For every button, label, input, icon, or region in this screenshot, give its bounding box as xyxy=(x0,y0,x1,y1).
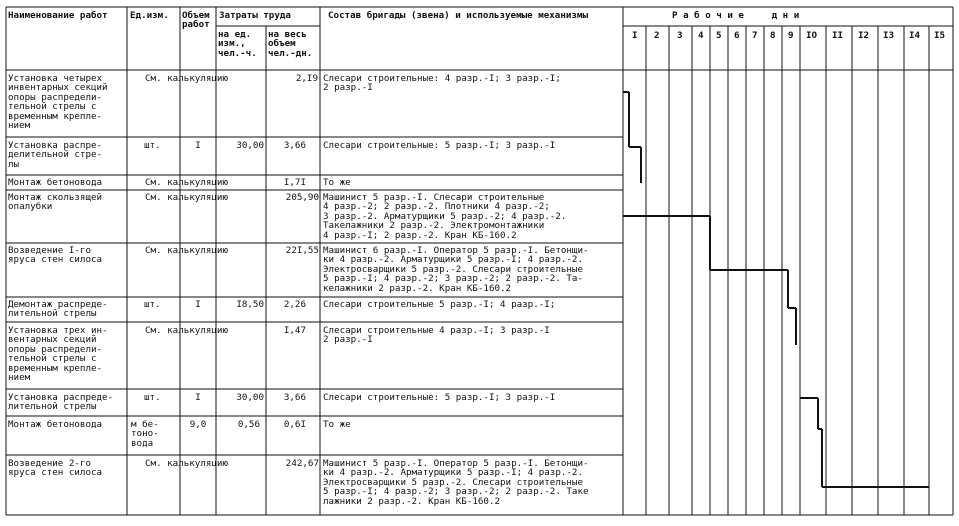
row-work-name: Монтаж бетоновода xyxy=(8,419,103,430)
row-work-name: Возведение 2-го яруса стен силоса xyxy=(8,458,103,479)
header-unit: Ед.изм. xyxy=(130,10,169,21)
row-per-volume: 3,66 xyxy=(283,140,306,151)
header-per-unit: на ед. изм., чел.-ч. xyxy=(218,29,257,59)
row-per-volume: 3,66 xyxy=(283,392,306,403)
row-unit: См. калькуляцию xyxy=(145,325,228,336)
row-crew: То же xyxy=(323,177,351,188)
row-per-volume: 0,6I xyxy=(283,419,306,430)
row-work-name: Монтаж скользящей опалубки xyxy=(8,192,103,213)
row-per-unit: 30,00 xyxy=(236,392,264,403)
row-unit: м бе- тоно- вода xyxy=(131,419,159,449)
row-per-volume: 242,67 xyxy=(285,458,319,469)
row-crew: Слесари строительные: 4 разр.-I; 3 разр.-I; 2 разр.-I xyxy=(323,73,561,94)
day-label: 8 xyxy=(770,30,776,41)
header-volume: Объем работ xyxy=(182,10,210,31)
row-unit: См. калькуляцию xyxy=(145,177,228,188)
day-label: 6 xyxy=(734,30,740,41)
day-label: 9 xyxy=(788,30,794,41)
row-per-volume: 205,90 xyxy=(285,192,319,203)
row-per-volume: I,47 xyxy=(283,325,306,336)
row-per-unit: 0,56 xyxy=(237,419,260,430)
day-label: I xyxy=(632,30,638,41)
row-per-volume: I,7I xyxy=(283,177,306,188)
day-label: IO xyxy=(806,30,818,41)
row-unit: См. калькуляцию xyxy=(145,458,228,469)
header-crew: Состав бригады (звена) и используемые механизмы xyxy=(328,10,588,21)
row-work-name: Установка трех ин- вентарных секций опоры распредели- тельной стрелы с временным крепле- нием xyxy=(8,325,108,384)
day-label: 7 xyxy=(752,30,758,41)
day-label: I3 xyxy=(883,30,895,41)
row-crew: Слесари строительные 5 разр.-I; 4 разр.-I; xyxy=(323,299,556,310)
row-crew: Слесари строительные: 5 разр.-I; 3 разр.-I xyxy=(323,140,556,151)
header-working-days: Р а б о ч и е д н и xyxy=(672,10,800,21)
row-crew: Слесари строительные: 5 разр.-I; 3 разр.-I xyxy=(323,392,556,403)
row-crew: То же xyxy=(323,419,351,430)
row-crew: Машинист 6 разр.-I. Оператор 5 разр.-I. Бетонщи- ки 4 разр.-2. Арматурщики 5 разр.-I; 4 разр.-2. Электросварщики 5 разр.-2. Слесари строительные 5 разр.-I; 4 разр.-2; 3 разр.-2; 2 разр.-2. Та- келажники 2 разр.-2. Кран КБ-160.2 xyxy=(323,245,589,294)
day-label: I2 xyxy=(858,30,870,41)
row-per-unit: I8,50 xyxy=(236,299,264,310)
row-per-volume: 2,I9 xyxy=(295,73,318,84)
row-crew: Машинист 5 разр.-I. Слесари строительные 4 разр.-2; 2 разр.-2. Плотники 4 разр.-2; 3 разр.-2. Арматурщики 5 разр.-2; 4 разр.-2. Такелажники 2 разр.-2. Электромонтажники 4 разр.-I; 2 разр.-2. Кран КБ-160.2 xyxy=(323,192,567,241)
day-label: 2 xyxy=(654,30,660,41)
row-unit: См. калькуляцию xyxy=(145,192,228,203)
day-label: I4 xyxy=(909,30,921,41)
row-unit: шт. xyxy=(144,392,161,403)
header-labor-costs: Затраты труда xyxy=(219,10,291,21)
day-label: 3 xyxy=(677,30,683,41)
row-work-name: Установка распреде- лительной стрелы xyxy=(8,392,114,413)
row-unit: шт. xyxy=(144,299,161,310)
row-work-name: Установка распре- делительной стре- лы xyxy=(8,140,103,170)
row-per-volume: 2,26 xyxy=(283,299,306,310)
row-work-name: Демонтаж распреде- лительной стрелы xyxy=(8,299,108,320)
day-label: II xyxy=(832,30,844,41)
row-crew: Машинист 5 разр.-I. Оператор 5 разр.-I. Бетонщи- ки 4 разр.-2. Арматурщики 5 разр.-I; 4 разр.-2. Электросварщики 5 разр.-2. Слесари строительные 5 разр.-I; 4 разр.-2; 3 разр.-2; 2 разр.-2. Таке лажники 2 разр.-2. Кран КБ-160.2 xyxy=(323,458,589,507)
row-unit: См. калькуляцию xyxy=(145,245,228,256)
row-per-unit: 30,00 xyxy=(236,140,264,151)
header-work-name: Наименование работ xyxy=(8,10,108,21)
row-work-name: Установка четырех инвентарных секций опоры распредели- тельной стрелы с временным крепле- нием xyxy=(8,73,108,132)
row-volume: I xyxy=(195,392,201,403)
row-crew: Слесари строительные 4 разр.-I; 3 разр.-I 2 разр.-I xyxy=(323,325,550,346)
row-volume: I xyxy=(195,299,201,310)
row-unit: шт. xyxy=(144,140,161,151)
day-label: 4 xyxy=(698,30,704,41)
header-per-volume: на весь объем чел.-дн. xyxy=(268,29,313,59)
day-label: I5 xyxy=(934,30,946,41)
row-per-volume: 22I,55 xyxy=(285,245,319,256)
row-volume: I xyxy=(195,140,201,151)
row-work-name: Возведение I-го яруса стен силоса xyxy=(8,245,103,266)
row-volume: 9,0 xyxy=(189,419,207,430)
day-label: 5 xyxy=(716,30,722,41)
row-unit: См. калькуляцию xyxy=(145,73,228,84)
row-work-name: Монтаж бетоновода xyxy=(8,177,103,188)
